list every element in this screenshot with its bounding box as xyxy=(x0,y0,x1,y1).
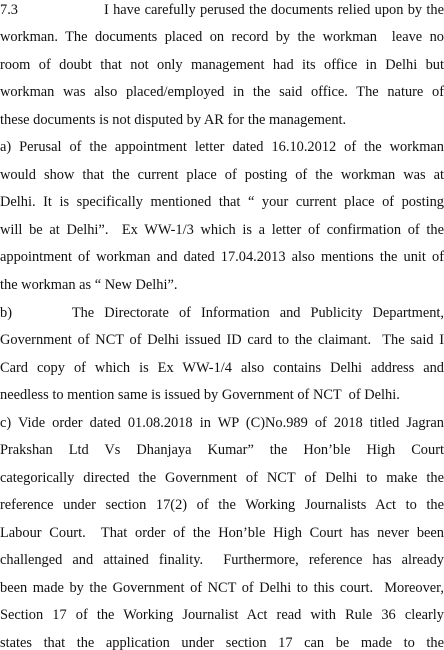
text-line: b) The Directorate of Information and Publicity Department, xyxy=(0,305,444,321)
text-line: Government of NCT of Delhi issued ID card to the claimant. The said I xyxy=(0,332,444,348)
text-line: Labour Court. That order of the Hon’ble High Court has never been xyxy=(0,525,444,541)
text-line: these documents is not disputed by AR for the management. xyxy=(0,112,347,128)
text-line: 7.3 I have carefully perused the documents relied upon by the xyxy=(0,2,444,18)
text-line: Prakshan Ltd Vs Dhanjaya Kumar” the Hon’ble High Court xyxy=(0,442,444,458)
text-line: categorically directed the Government of NCT of Delhi to make the xyxy=(0,470,444,486)
text-line: would show that the current place of posting of the workman was at xyxy=(0,167,444,183)
text-line: Card copy of which is Ex WW-1/4 also contains Delhi address and xyxy=(0,360,444,376)
text-line: c) Vide order dated 01.08.2018 in WP (C)No.989 of 2018 titled Jagran xyxy=(0,415,444,431)
text-line: reference under section 17(2) of the Working Journalists Act to the xyxy=(0,497,444,513)
text-line: workman was also placed/employed in the said office. The nature of xyxy=(0,84,444,100)
text-line: room of doubt that not only management had its office in Delhi but xyxy=(0,57,444,73)
text-line: Section 17 of the Working Journalist Act read with Rule 36 clearly xyxy=(0,607,444,623)
text-line: Delhi. It is specifically mentioned that “ your current place of posting xyxy=(0,194,444,210)
text-line: needless to mention same is issued by Government of NCT of Delhi. xyxy=(0,387,400,403)
text-line: been made by the Government of NCT of Delhi to this court. Moreover, xyxy=(0,580,444,596)
text-line: states that the application under section 17 can be made to the xyxy=(0,635,444,650)
text-line: challenged and attained finality. Furthermore, reference has already xyxy=(0,552,444,568)
text-line: appointment of workman and dated 17.04.2013 also mentions the unit of xyxy=(0,249,444,265)
text-line: the workman as “ New Delhi”. xyxy=(0,277,178,293)
text-line: workman. The documents placed on record by the workman leave no xyxy=(0,29,444,45)
text-line: will be at Delhi”. Ex WW-1/3 which is a letter of confirmation of the xyxy=(0,222,444,238)
text-line: a) Perusal of the appointment letter dated 16.10.2012 of the workman xyxy=(0,139,444,155)
